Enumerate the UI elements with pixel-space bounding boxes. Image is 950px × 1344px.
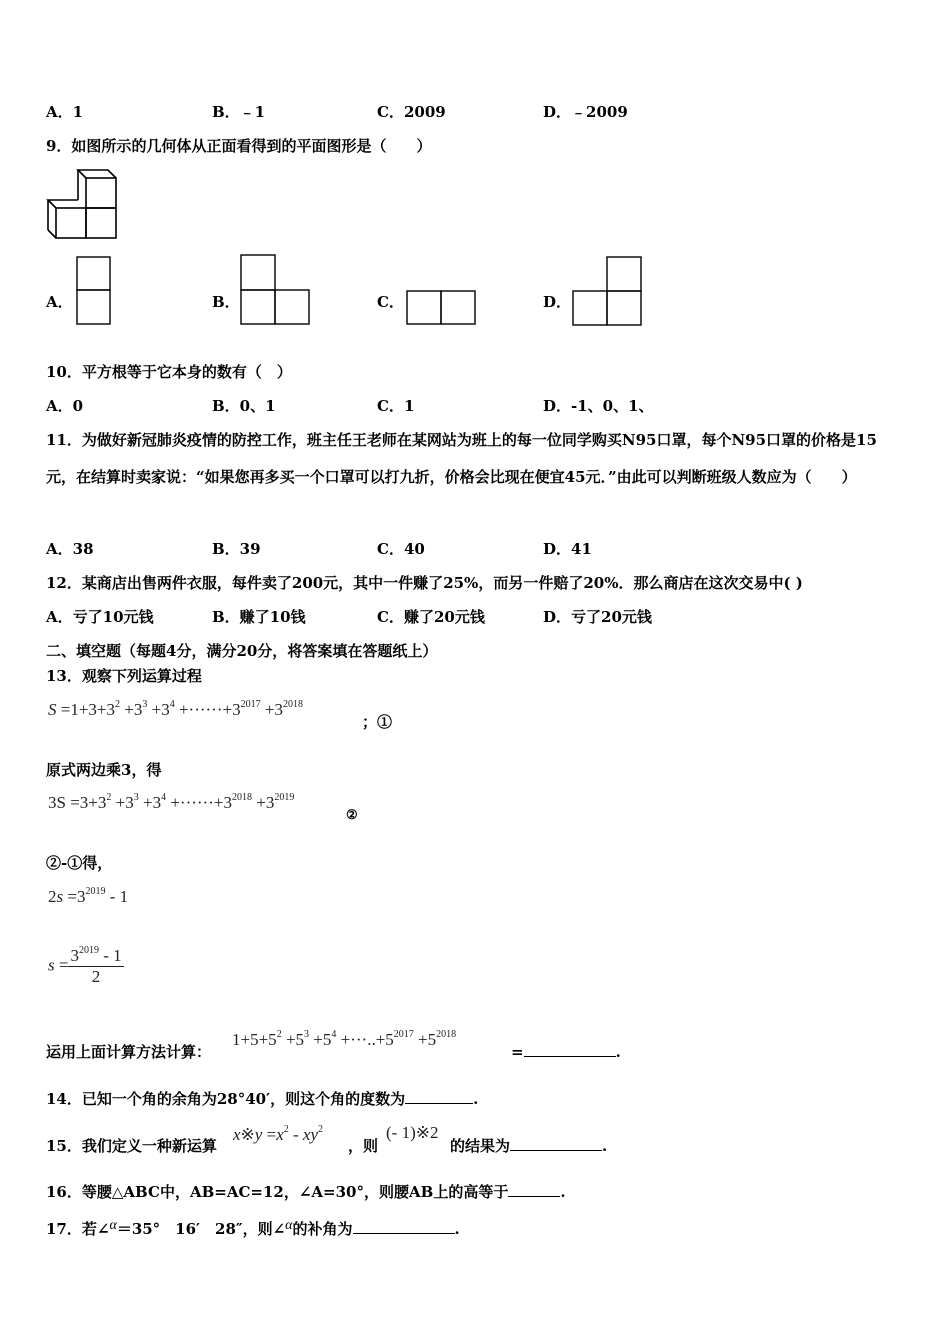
q15-prefix: 15．我们定义一种新运算 [46,1137,217,1155]
q13-equation-1: $S =1+3+3^2 +3^3 +3^4 +\cdot\cdot\cdot\cdot\cdot\cdot+3^{2017} +3^{2018}$ [48,699,303,719]
q12-option-c: C．赚了20元钱 [377,608,485,626]
q13-answer-line: = . [511,1043,621,1061]
q9-option-b-figure [240,254,312,326]
q13-stem: 13．观察下列运算过程 [46,667,202,685]
q11-option-c: C．40 [377,540,425,558]
alpha-symbol: α [285,1218,293,1233]
q11-stem: 11．为做好新冠肺炎疫情的防控工作，班主任王老师在某网站为班上的每一位同学购买N95口罩，每个N95口罩的价格是15元，在结算时卖家说：“如果您再多买一个口罩可以打九折，价格会比现在便宜45元．”由此可以判断班级人数应为（ ） [46,431,877,486]
q10-stem: 10．平方根等于它本身的数有（ ） [46,363,292,381]
q13-equation-3: $2s =3^{2019} - 1$ [48,886,129,906]
q9-option-d-figure [572,256,644,328]
section-title: 二、填空题（每题4分，满分20分，将答案填在答题纸上） [46,642,438,660]
q12-option-a: A．亏了10元钱 [46,608,154,626]
q13-difference-text: ②-①得， [46,854,113,872]
q9-option-b-label: B． [212,293,240,311]
q10-option-b: B．0、1 [212,397,276,415]
q12-stem: 12．某商店出售两件衣服，每件卖了200元，其中一件赚了25%，而另一件赔了20%．那么商店在这次交易中( ) [46,574,803,592]
q8-option-c: C．2009 [377,103,446,121]
q9-option-c-figure [406,290,478,326]
q15-suffix: 的结果为 . [450,1137,608,1155]
q10-option-d: D．-1、0、1、 [543,397,654,415]
q15-expression: (- 1)※2 [386,1123,439,1142]
q11-option-a: A．38 [46,540,94,558]
q12-option-b: B．赚了10钱 [212,608,306,626]
q9-option-a-label: A． [46,293,73,311]
q9-option-c-label: C． [377,293,404,311]
q12-option-d: D．亏了20元钱 [543,608,652,626]
q13-equation-1-tag: ；① [362,713,393,731]
q13-equation-4: s = $\frac{3^{2019} - 1}{2}$ [48,945,122,986]
q9-option-a-figure [76,256,112,326]
q8-option-d: D．﹣2009 [543,103,628,121]
q13-ask-text: 运用上面计算方法计算： [46,1043,212,1061]
q10-option-c: C．1 [377,397,415,415]
q9-option-d-label: D． [543,293,572,311]
q14-stem: 14．已知一个角的余角为28°40′，则这个角的度数为 . [46,1090,479,1108]
q13-sum-expression: $1+5+5^2 +5^3 +5^4 +\cdot\cdot\cdot..+5^{2017} +5^{2018}$ [232,1029,457,1049]
q15-mid: ，则 [348,1137,379,1155]
q15-operation-definition: x※y $=x^2 - xy^2$ [233,1124,323,1144]
q8-option-a: A．1 [46,103,84,121]
q8-option-b: B．﹣1 [212,103,266,121]
q11-option-d: D．41 [543,540,592,558]
q13-multiply-text: 原式两边乘3，得 [46,761,162,779]
q9-stem: 9．如图所示的几何体从正面看得到的平面图形是（ ） [46,137,432,155]
q9-solid-figure [46,168,121,240]
q13-equation-2: $3S =3+3^2 +3^3 +3^4 +\cdot\cdot\cdot\cdot\cdot\cdot+3^{2018} +3^{2019}$ [48,792,295,812]
q10-option-a: A．0 [46,397,84,415]
alpha-symbol: α [109,1218,117,1233]
q13-equation-2-tag: ② [346,808,358,823]
q11-option-b: B．39 [212,540,261,558]
q16-stem: 16．等腰△ABC中，AB=AC=12，∠A=30°，则腰AB上的高等于 . [46,1183,566,1201]
q17-stem: 17．若∠α＝35° 16′ 28″，则∠α的补角为 . [46,1218,460,1238]
